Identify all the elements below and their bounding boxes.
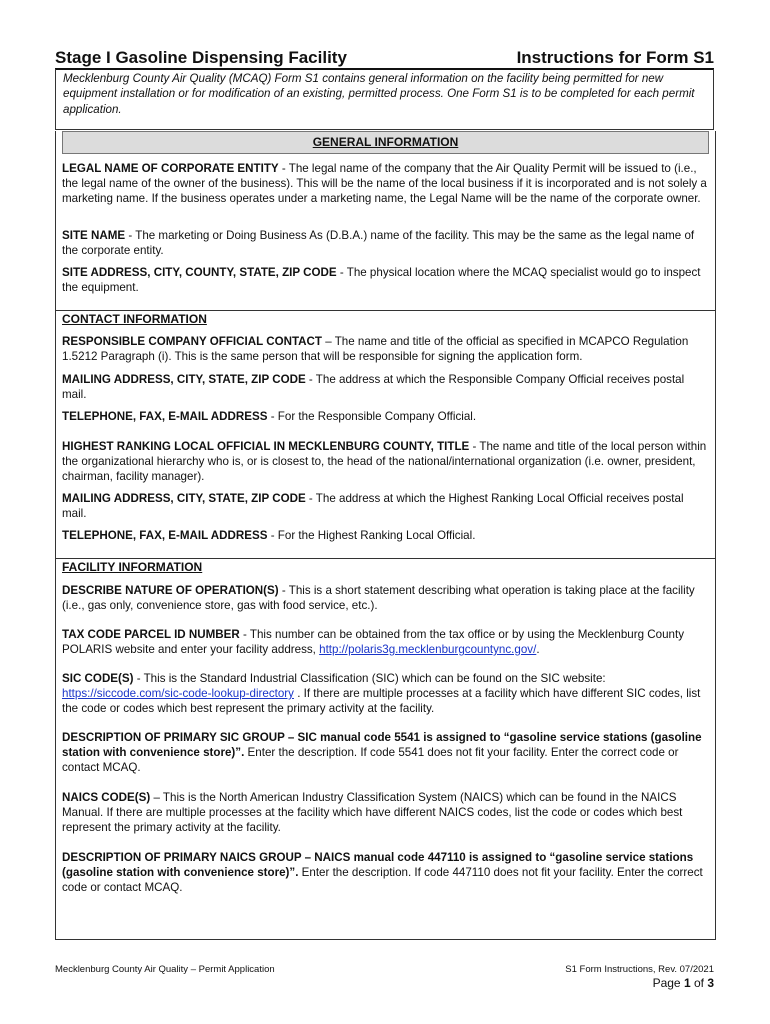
footer-left: Mecklenburg County Air Quality – Permit Application xyxy=(55,964,275,975)
intro-text: Mecklenburg County Air Quality (MCAQ) Form S1 contains general information on the facility being permitted for new equipment installation or for modification of an existing, permitted process. One Form S1 is to be completed for each permit application. xyxy=(63,72,695,116)
highest-ranking-telephone-paragraph: TELEPHONE, FAX, E-MAIL ADDRESS - For the Highest Ranking Local Official. xyxy=(62,529,476,542)
facility-information-title: FACILITY INFORMATION xyxy=(62,560,203,574)
page-number: Page 1 of 3 xyxy=(652,976,714,990)
contact-information-section xyxy=(55,310,716,559)
form-title: Stage I Gasoline Dispensing Facility xyxy=(55,48,347,67)
facility-information-section xyxy=(55,558,716,940)
responsible-telephone-paragraph: TELEPHONE, FAX, E-MAIL ADDRESS - For the Responsible Company Official. xyxy=(62,410,477,423)
polaris-link[interactable]: http://polaris3g.mecklenburgcountync.gov/ xyxy=(319,643,537,656)
highest-ranking-mailing-paragraph: MAILING ADDRESS, CITY, STATE, ZIP CODE - The address at which the Highest Ranking Local Official receives postal mail. xyxy=(62,492,684,520)
primary-naics-group-paragraph: DESCRIPTION OF PRIMARY NAICS GROUP – NAICS manual code 447110 is assigned to “gasoline service stations (gasoline station with convenience store)”. Enter the description. If code 447110 does not fit your facility. Enter the correct code or contact MCAQ. xyxy=(62,851,703,894)
responsible-official-paragraph: RESPONSIBLE COMPANY OFFICIAL CONTACT – The name and title of the official as specified in MCAPCO Regulation 1.5212 Paragraph (i). This is the same person that will be responsible for signing the application form. xyxy=(62,335,689,363)
legal-name-paragraph: LEGAL NAME OF CORPORATE ENTITY - The legal name of the company that the Air Quality Permit will be issued to (i.e., the legal name of the owner of the business). This will be the name of the local business if it is incorporated and is not solely a marketing name. If the business operates under a marketing name, the Legal Name will be the name of the corporate owner. xyxy=(62,162,707,205)
site-name-paragraph: SITE NAME - The marketing or Doing Business As (D.B.A.) name of the facility. This may be the same as the legal name of the corporate entity. xyxy=(62,229,695,257)
contact-information-title: CONTACT INFORMATION xyxy=(62,312,207,326)
sic-directory-link[interactable]: https://siccode.com/sic-code-lookup-directory xyxy=(62,687,294,700)
tax-code-paragraph: TAX CODE PARCEL ID NUMBER - This number can be obtained from the tax office or by using the Mecklenburg County POLARIS website and enter your facility address, http://polaris3g.mecklenburgcountync.gov/. xyxy=(62,628,685,656)
general-information-section xyxy=(55,131,716,311)
site-address-paragraph: SITE ADDRESS, CITY, COUNTY, STATE, ZIP CODE - The physical location where the MCAQ specialist would go to inspect the equipment. xyxy=(62,266,701,294)
general-information-banner: GENERAL INFORMATION xyxy=(62,131,709,154)
sic-code-paragraph: SIC CODE(S) - This is the Standard Industrial Classification (SIC) which can be found on the SIC website: https://siccode.com/sic-code-lookup-directory . If there are multiple processes at a facility which have different SIC codes, list the code or codes which best represent the primary activity at the facility. xyxy=(62,672,701,715)
naics-code-paragraph: NAICS CODE(S) – This is the North American Industry Classification System (NAICS) which can be found in the NAICS Manual. If there are multiple processes at the facility which have different NAICS codes, list the code or codes which best represent the primary activity at the facility. xyxy=(62,791,683,834)
footer-right: S1 Form Instructions, Rev. 07/2021 xyxy=(565,964,714,975)
page-header xyxy=(55,48,714,68)
primary-sic-group-paragraph: DESCRIPTION OF PRIMARY SIC GROUP – SIC manual code 5541 is assigned to “gasoline service stations (gasoline station with convenience store)”. Enter the description. If code 5541 does not fit your facility. Enter the correct code or contact MCAQ. xyxy=(62,731,702,774)
highest-ranking-official-paragraph: HIGHEST RANKING LOCAL OFFICIAL IN MECKLENBURG COUNTY, TITLE - The name and title of the local person within the organizational hierarchy who is, or is closest to, the head of the national/international organization (i.e. owner, president, chairman, facility manager). xyxy=(62,440,707,483)
responsible-mailing-paragraph: MAILING ADDRESS, CITY, STATE, ZIP CODE - The address at which the Responsible Company Official receives postal mail. xyxy=(62,373,685,401)
instructions-title: Instructions for Form S1 xyxy=(516,48,714,67)
intro-box xyxy=(55,69,714,130)
nature-of-operation-paragraph: DESCRIBE NATURE OF OPERATION(S) - This is a short statement describing what operation is taking place at the facility (i.e., gas only, convenience store, gas with food service, etc.). xyxy=(62,584,695,612)
